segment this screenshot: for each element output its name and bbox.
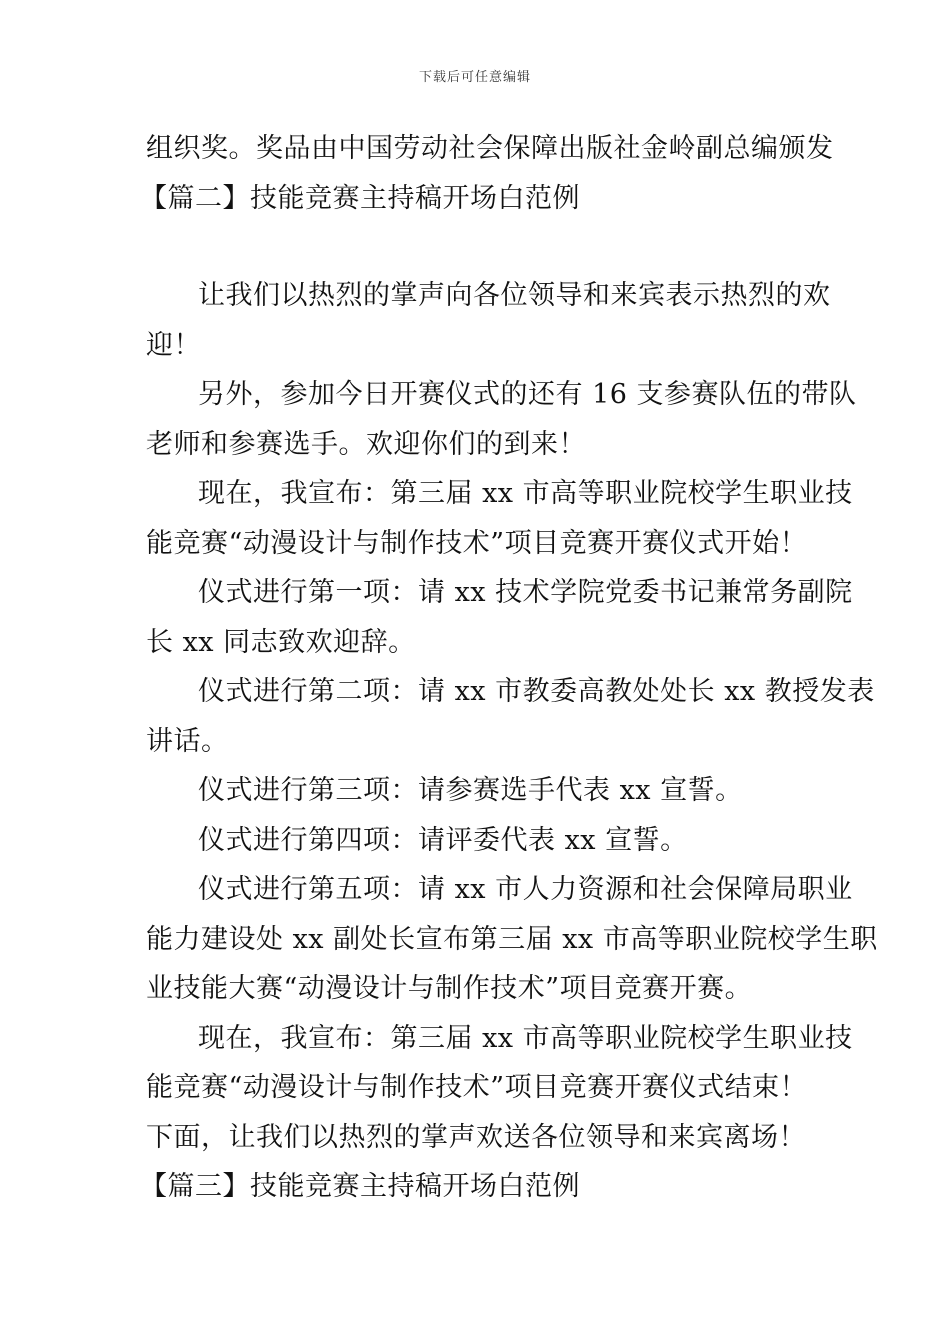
paragraph-line: 迎！ (146, 329, 201, 361)
paragraph-line: 长 xx 同志致欢迎辞。 (146, 626, 416, 658)
paragraph-line: 讲话。 (146, 725, 229, 757)
section-heading: 【篇二】技能竞赛主持稿开场白范例 (140, 182, 580, 214)
paragraph-line: 能竞赛“动漫设计与制作技术”项目竞赛开赛仪式开始！ (146, 527, 808, 559)
paragraph-line: 仪式进行第三项：请参赛选手代表 xx 宣誓。 (198, 775, 743, 806)
paragraph-line: 仪式进行第一项：请 xx 技术学院党委书记兼常务副院 (198, 577, 853, 608)
paragraph-line: 现在，我宣布：第三届 xx 市高等职业院校学生职业技 (198, 478, 853, 509)
blank-space (146, 223, 810, 271)
document-body (140, 124, 878, 1212)
paragraph-line: 仪式进行第五项：请 xx 市人力资源和社会保障局职业 (198, 874, 853, 905)
section-heading: 【篇三】技能竞赛主持稿开场白范例 (140, 1171, 580, 1202)
paragraph-line: 能竞赛“动漫设计与制作技术”项目竞赛开赛仪式结束！ (146, 1072, 808, 1103)
paragraph-line: 另外，参加今日开赛仪式的还有 16 支参赛队伍的带队 (198, 379, 857, 410)
page-header: 下载后可任意编辑 (418, 70, 531, 85)
paragraph-line: 仪式进行第二项：请 xx 市教委高教处处长 xx 教授发表 (198, 676, 875, 707)
paragraph-line: 下面，让我们以热烈的掌声欢送各位领导和来宾离场！ (146, 1121, 806, 1153)
paragraph-line: 业技能大赛“动漫设计与制作技术”项目竞赛开赛。 (146, 973, 753, 1004)
paragraph-line: 现在，我宣布：第三届 xx 市高等职业院校学生职业技 (198, 1022, 853, 1054)
paragraph-line: 老师和参赛选手。欢迎你们的到来！ (146, 428, 586, 460)
paragraph-line: 能力建设处 xx 副处长宣布第三届 xx 市高等职业院校学生职 (146, 923, 878, 955)
paragraph-line: 让我们以热烈的掌声向各位领导和来宾表示热烈的欢 (198, 280, 831, 311)
paragraph-line: 组织奖。奖品由中国劳动社会保障出版社金岭副总编颁发 (146, 133, 834, 164)
paragraph-line: 仪式进行第四项：请评委代表 xx 宣誓。 (198, 824, 688, 856)
